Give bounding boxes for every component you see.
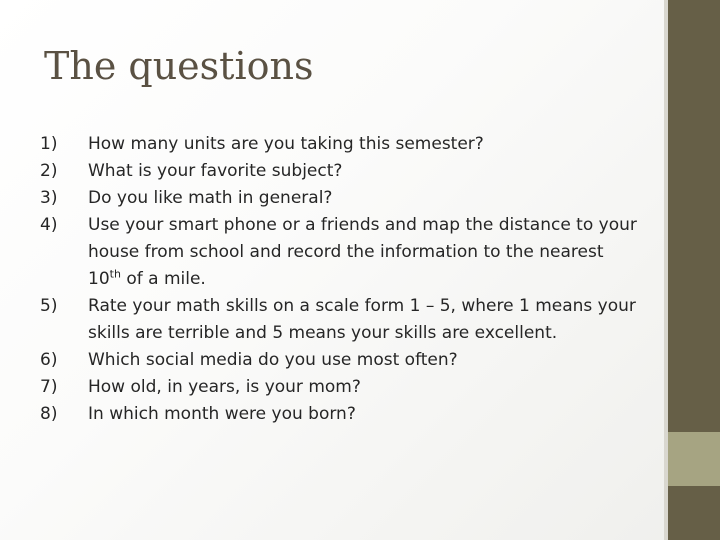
question-number: 4)	[40, 215, 58, 235]
question-text: How old, in years, is your mom?	[88, 377, 361, 397]
question-text-main: Use your smart phone or a friends and map the distance to your house from school and record the information to the nearest 10	[88, 215, 637, 289]
sidebar-accent-block	[668, 432, 720, 486]
question-item-8	[40, 401, 640, 428]
question-number: 3)	[40, 188, 58, 208]
question-number: 7)	[40, 377, 58, 397]
question-text: Rate your math skills on a scale form 1 – 5, where 1 means your skills are terrible and 5 means your skills are excellent.	[88, 296, 636, 343]
question-item-5	[40, 293, 640, 347]
question-number: 2)	[40, 161, 58, 181]
question-number: 6)	[40, 350, 58, 370]
question-text: How many units are you taking this semester?	[88, 134, 484, 154]
ordinal-superscript: th	[109, 267, 121, 281]
question-text: Do you like math in general?	[88, 188, 333, 208]
question-text: What is your favorite subject?	[88, 161, 343, 181]
question-number: 1)	[40, 134, 58, 154]
question-text: Which social media do you use most often?	[88, 350, 458, 370]
question-item-3	[40, 185, 640, 212]
question-item-4	[40, 212, 640, 293]
question-number: 5)	[40, 296, 58, 316]
question-text	[88, 212, 640, 293]
question-item-1	[40, 131, 640, 158]
question-text-tail: of a mile.	[120, 269, 206, 289]
question-item-6	[40, 347, 640, 374]
question-item-2	[40, 158, 640, 185]
question-list	[40, 131, 640, 428]
question-text: In which month were you born?	[88, 404, 356, 424]
question-number: 8)	[40, 404, 58, 424]
question-item-7	[40, 374, 640, 401]
slide-title: The questions	[44, 44, 314, 88]
